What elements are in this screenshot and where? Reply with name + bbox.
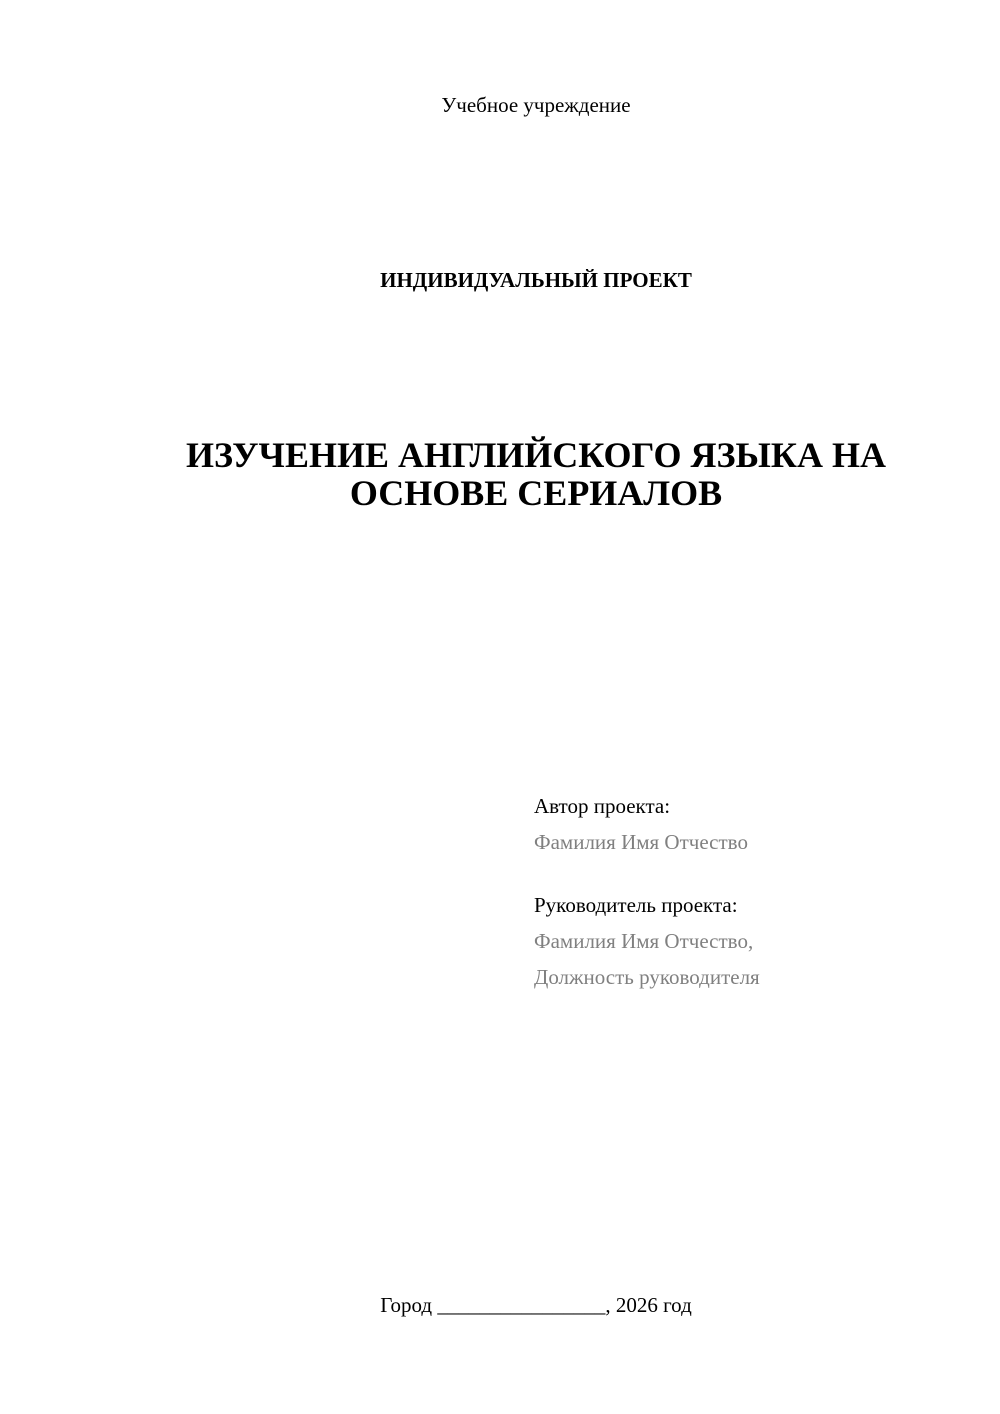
document-title-line-2: ОСНОВЕ СЕРИАЛОВ (349, 473, 723, 513)
author-label: Автор проекта: (534, 794, 671, 818)
supervisor-position: Должность руководителя (534, 965, 760, 989)
document-type: ИНДИВИДУАЛЬНЫЙ ПРОЕКТ (380, 268, 692, 292)
supervisor-name: Фамилия Имя Отчество, (534, 929, 754, 953)
document-title (130, 436, 942, 512)
document-title-line-1: ИЗУЧЕНИЕ АНГЛИЙСКОГО ЯЗЫКА НА (186, 435, 886, 475)
supervisor-label: Руководитель проекта: (534, 893, 738, 917)
city-year-line: Город ________________, 2026 год (380, 1293, 692, 1317)
author-name: Фамилия Имя Отчество (534, 830, 748, 854)
institution-name: Учебное учреждение (441, 93, 631, 117)
project-info-block (534, 788, 954, 995)
